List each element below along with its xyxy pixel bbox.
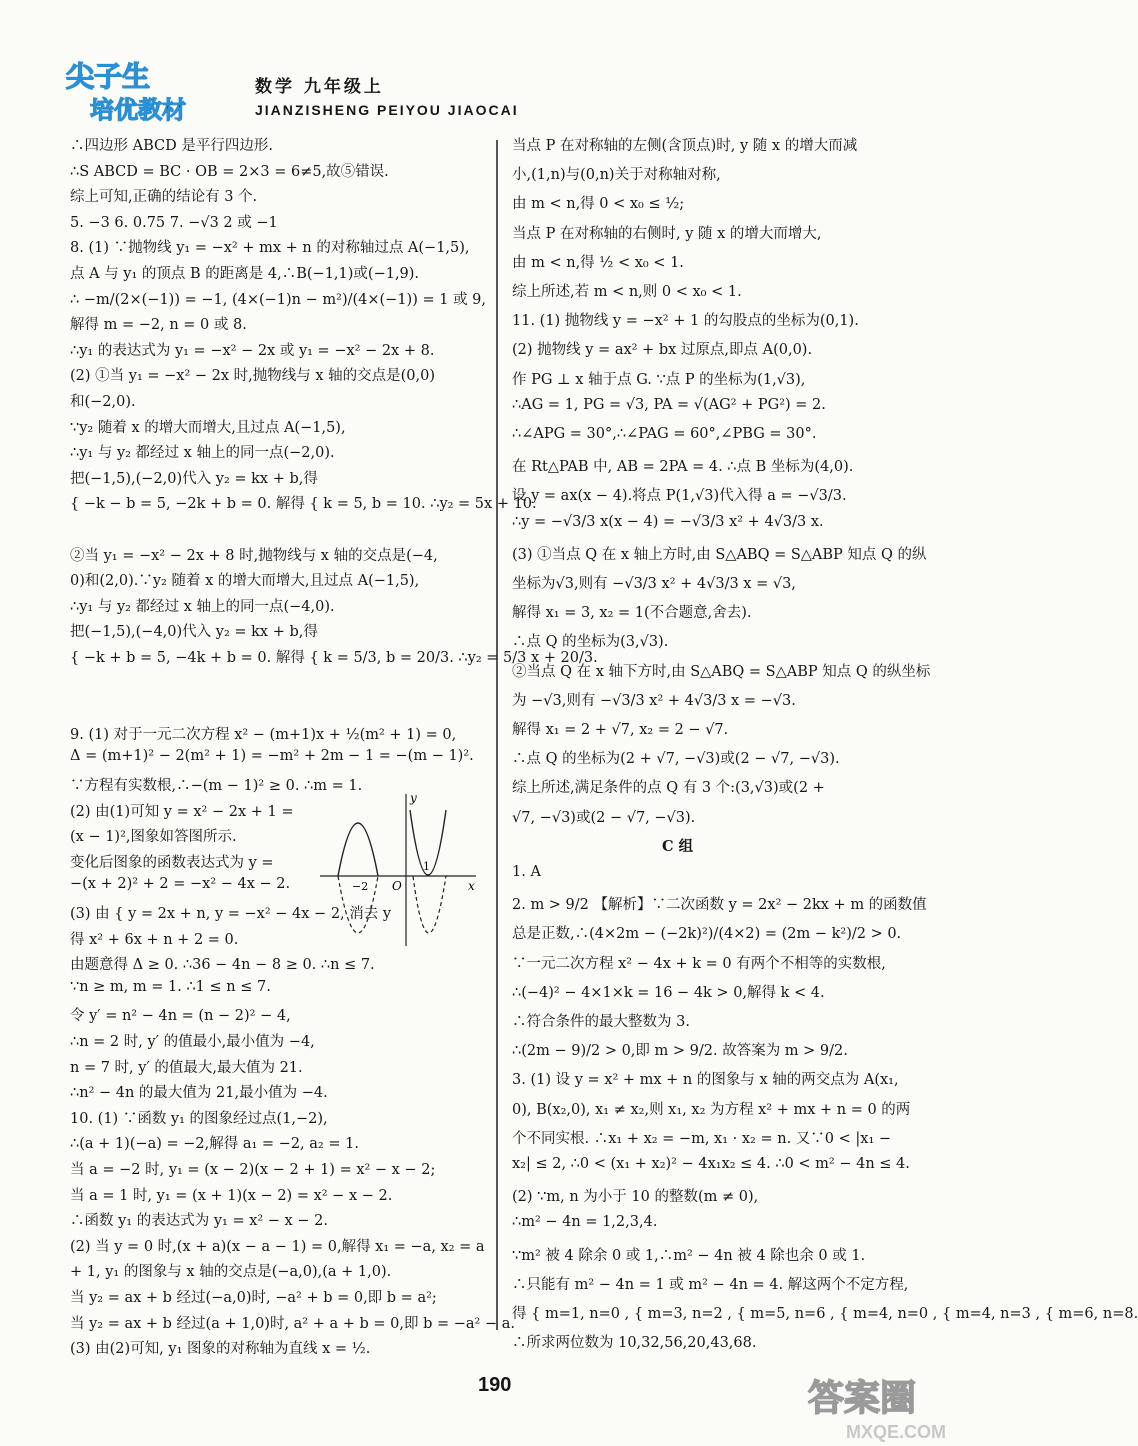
text-line: 点 A 与 y₁ 的顶点 B 的距离是 4,∴B(−1,1)或(−1,9). — [70, 266, 420, 282]
text-line: 当 a = 1 时, y₁ = (x + 1)(x − 2) = x² − x − 2. — [70, 1187, 393, 1204]
text-line: 9. (1) 对于一元二次方程 x² − (m+1)x + ½(m² + 1) = 0, — [70, 726, 457, 743]
text-line: −(x + 2)² + 2 = −x² − 4x − 2. — [70, 876, 291, 893]
text-line: ∴点 Q 的坐标为(3,√3). — [512, 634, 669, 651]
svg-text:尖子生: 尖子生 — [66, 60, 151, 93]
text-line: 由 m < n,得 0 < x₀ ≤ ½; — [512, 196, 685, 213]
text-line: 解得 x₁ = 3, x₂ = 1(不合题意,舍去). — [512, 605, 752, 622]
origin-label: O — [392, 879, 402, 893]
text-line: ∴AG = 1, PG = √3, PA = √(AG² + PG²) = 2. — [512, 396, 826, 413]
text-line: 作 PG ⊥ x 轴于点 G. ∵点 P 的坐标为(1,√3), — [512, 371, 806, 388]
text-line: ∴函数 y₁ 的表达式为 y₁ = x² − x − 2. — [70, 1213, 328, 1230]
text-line: 由题意得 Δ ≥ 0. ∴36 − 4n − 8 ≥ 0. ∴n ≤ 7. — [70, 957, 375, 974]
text-line: (x − 1)²,图象如答图所示. — [70, 829, 237, 846]
text-line: 当 y₂ = ax + b 经过(a + 1,0)时, a² + a + b = 0,即 b = −a² − a. — [70, 1315, 515, 1332]
text-line: 0), B(x₂,0), x₁ ≠ x₂,则 x₁, x₂ 为方程 x² + mx + n = 0 的两 — [512, 1101, 911, 1118]
text-line: 个不同实根. ∴x₁ + x₂ = −m, x₁ · x₂ = n. 又∵0 < |x₁ − — [512, 1130, 892, 1147]
text-line: 在 Rt△PAB 中, AB = 2PA = 4. ∴点 B 坐标为(4,0). — [512, 459, 854, 476]
text-line: ∵n ≥ m, m = 1. ∴1 ≤ n ≤ 7. — [70, 978, 271, 995]
text-line: 0)和(2,0).∵y₂ 随着 x 的增大而增大,且过点 A(−1,5), — [70, 573, 420, 590]
text-line: (3) 由 { y = 2x + n, y = −x² − 4x − 2, 消去 y — [70, 906, 392, 922]
text-line: 当 a = −2 时, y₁ = (x − 2)(x − 2 + 1) = x² − x − 2; — [70, 1162, 436, 1178]
text-line: ∴(2m − 9)/2 > 0,即 m > 9/2. 故答案为 m > 9/2. — [512, 1043, 848, 1060]
text-line: 坐标为√3,则有 −√3/3 x² + 4√3/3 x = √3, — [512, 576, 796, 592]
text-line: (2) ∵m, n 为小于 10 的整数(m ≠ 0), — [512, 1189, 759, 1206]
text-line: ∴(a + 1)(−a) = −2,解得 a₁ = −2, a₂ = 1. — [70, 1136, 359, 1153]
parabola-answer-figure — [318, 790, 478, 950]
text-line: ∴符合条件的最大整数为 3. — [512, 1014, 690, 1030]
text-line: n = 7 时, y′ 的值最大,最大值为 21. — [70, 1059, 303, 1076]
text-line: 5. −3 6. 0.75 7. −√3 2 或 −1 — [70, 214, 278, 231]
svg-text:培优教材: 培优教材 — [90, 96, 186, 124]
text-line: + 1, y₁ 的图象与 x 轴的交点是(−a,0),(a + 1,0). — [70, 1264, 392, 1281]
text-line: 解得 m = −2, n = 0 或 8. — [70, 317, 247, 334]
text-line: 8. (1) ∵抛物线 y₁ = −x² + mx + n 的对称轴过点 A(−1,5), — [70, 240, 470, 257]
text-line: 得 x² + 6x + n + 2 = 0. — [70, 931, 239, 948]
text-line: ∴n = 2 时, y′ 的值最小,最小值为 −4, — [70, 1034, 315, 1050]
text-line: 1. A — [512, 864, 541, 880]
text-line: 解得 x₁ = 2 + √7, x₂ = 2 − √7. — [512, 722, 729, 738]
shifted-parabola — [338, 823, 378, 876]
text-line: ∴y = −√3/3 x(x − 4) = −√3/3 x² + 4√3/3 x. — [512, 513, 824, 530]
text-line: ∵m² 被 4 除余 0 或 1,∴m² − 4n 被 4 除也余 0 或 1. — [512, 1247, 866, 1264]
text-line: ∵y₂ 随着 x 的增大而增大,且过点 A(−1,5), — [70, 419, 346, 436]
text-line: 把(−1,5),(−4,0)代入 y₂ = kx + b,得 — [70, 624, 318, 641]
text-line: (3) ①当点 Q 在 x 轴上方时,由 S△ABQ = S△ABP 知点 Q 的纵 — [512, 546, 927, 563]
text-line: 令 y′ = n² − 4n = (n − 2)² − 4, — [70, 1008, 291, 1025]
text-line: ∴n² − 4n 的最大值为 21,最小值为 −4. — [70, 1085, 328, 1102]
text-line: 当点 P 在对称轴的右侧时, y 随 x 的增大而增大, — [512, 225, 822, 242]
text-line: 综上可知,正确的结论有 3 个. — [70, 189, 258, 206]
text-line: 设 y = ax(x − 4).将点 P(1,√3)代入得 a = −√3/3. — [512, 488, 847, 505]
text-line: ∴S ABCD = BC · OB = 2×3 = 6≠5,故⑤错误. — [70, 163, 389, 180]
text-line: ∴y₁ 与 y₂ 都经过 x 轴上的同一点(−2,0). — [70, 445, 335, 462]
text-line: 10. (1) ∵函数 y₁ 的图象经过点(1,−2), — [70, 1110, 328, 1127]
text-line: ∵一元二次方程 x² − 4x + k = 0 有两个不相等的实数根, — [512, 955, 886, 972]
site-watermark — [796, 1362, 996, 1444]
text-line: ∴所求两位数为 10,32,56,20,43,68. — [512, 1335, 757, 1352]
reflected-dashed-curve-right — [413, 876, 446, 933]
text-line: 3. (1) 设 y = x² + mx + n 的图象与 x 轴的两交点为 A(x₁, — [512, 1072, 899, 1089]
text-line: 当点 P 在对称轴的左侧(含顶点)时, y 随 x 的增大而减 — [512, 138, 858, 154]
text-line: Δ = (m+1)² − 2(m² + 1) = −m² + 2m − 1 = −(m − 1)². — [70, 748, 474, 765]
text-line: ∴y₁ 的表达式为 y₁ = −x² − 2x 或 y₁ = −x² − 2x + 8. — [70, 342, 435, 359]
text-line: (3) 由(2)可知, y₁ 图象的对称轴为直线 x = ½. — [70, 1341, 371, 1358]
text-line: { −k − b = 5, −2k + b = 0. 解得 { k = 5, b = 10. ∴y₂ = 5x + 10. — [70, 496, 537, 513]
text-line: ∴ −m/(2×(−1)) = −1, (4×(−1)n − m²)/(4×(−1)) = 1 或 9, — [70, 291, 487, 308]
text-line: 由 m < n,得 ½ < x₀ < 1. — [512, 254, 684, 271]
text-line: ②当 y₁ = −x² − 2x + 8 时,抛物线与 x 轴的交点是(−4, — [70, 547, 438, 564]
text-line: 得 { m=1, n=0 , { m=3, n=2 , { m=5, n=6 , { m=4, n=0 , { m=4, n=3 , { m=6, n=8. — [512, 1306, 1138, 1322]
text-line: (2) 当 y = 0 时,(x + a)(x − a − 1) = 0,解得 x₁ = −a, x₂ = a — [70, 1238, 485, 1255]
text-line: ∴(−4)² − 4×1×k = 16 − 4k > 0,解得 k < 4. — [512, 984, 825, 1001]
text-line: √7, −√3)或(2 − √7, −√3). — [512, 809, 696, 826]
book-subtitle: JIANZISHENG PEIYOU JIAOCAI — [255, 102, 519, 118]
text-line: ②当点 Q 在 x 轴下方时,由 S△ABQ = S△ABP 知点 Q 的纵坐标 — [512, 663, 931, 680]
text-line: 把(−1,5),(−2,0)代入 y₂ = kx + b,得 — [70, 470, 318, 487]
text-line: ∴∠APG = 30°,∴∠PAG = 60°,∠PBG = 30°. — [512, 426, 817, 442]
text-line: 小,(1,n)与(0,n)关于对称轴对称, — [512, 167, 721, 184]
tick-label-1: 1 — [423, 860, 430, 873]
column-divider — [496, 140, 498, 1330]
text-line: ∴m² − 4n = 1,2,3,4. — [512, 1214, 658, 1231]
text-line: 变化后图象的函数表达式为 y = — [70, 854, 274, 871]
text-line: 综上所述,若 m < n,则 0 < x₀ < 1. — [512, 284, 742, 300]
svg-text:MXQE.COM: MXQE.COM — [846, 1422, 947, 1442]
text-line: (2) 由(1)可知 y = x² − 2x + 1 = — [70, 803, 294, 820]
text-line: ∴四边形 ABCD 是平行四边形. — [70, 138, 273, 154]
y-axis-label: y — [410, 791, 417, 805]
svg-text:答案圈: 答案圈 — [808, 1378, 917, 1419]
text-line: ∴点 Q 的坐标为(2 + √7, −√3)或(2 − √7, −√3). — [512, 751, 840, 768]
text-line: 2. m > 9/2 【解析】∵二次函数 y = 2x² − 2kx + m 的函数值 — [512, 897, 927, 914]
text-line: ∴y₁ 与 y₂ 都经过 x 轴上的同一点(−4,0). — [70, 598, 335, 615]
text-line: C 组 — [662, 837, 694, 855]
text-line: ∵方程有实数根,∴−(m − 1)² ≥ 0. ∴m = 1. — [70, 778, 363, 794]
tick-label-neg2: −2 — [352, 880, 369, 893]
x-axis-label: x — [468, 879, 475, 893]
text-line: 当 y₂ = ax + b 经过(−a,0)时, −a² + b = 0,即 b = a²; — [70, 1290, 437, 1306]
text-line: 为 −√3,则有 −√3/3 x² + 4√3/3 x = −√3. — [512, 692, 796, 709]
text-line: x₂| ≤ 2, ∴0 < (x₁ + x₂)² − 4x₁x₂ ≤ 4. ∴0 < m² − 4n ≤ 4. — [512, 1156, 910, 1172]
text-line: (2) ①当 y₁ = −x² − 2x 时,抛物线与 x 轴的交点是(0,0) — [70, 368, 436, 385]
text-line: ∴只能有 m² − 4n = 1 或 m² − 4n = 4. 解这两个不定方程, — [512, 1276, 909, 1293]
text-line: 总是正数,∴(4×2m − (−2k)²)/(4×2) = (2m − k²)/2 > 0. — [512, 926, 902, 943]
page-number: 190 — [478, 1374, 512, 1396]
book-title: 数学 九年级上 — [255, 77, 384, 97]
text-line: { −k + b = 5, −4k + b = 0. 解得 { k = 5/3, b = 20/3. ∴y₂ = 5/3 x + 20/3. — [70, 650, 598, 666]
text-line: 和(−2,0). — [70, 394, 136, 410]
text-line: 11. (1) 抛物线 y = −x² + 1 的勾股点的坐标为(0,1). — [512, 313, 859, 330]
text-line: (2) 抛物线 y = ax² + bx 过原点,即点 A(0,0). — [512, 342, 813, 359]
page-header — [50, 52, 970, 130]
brand-logo — [60, 52, 210, 124]
text-line: 综上所述,满足条件的点 Q 有 3 个:(3,√3)或(2 + — [512, 780, 825, 797]
